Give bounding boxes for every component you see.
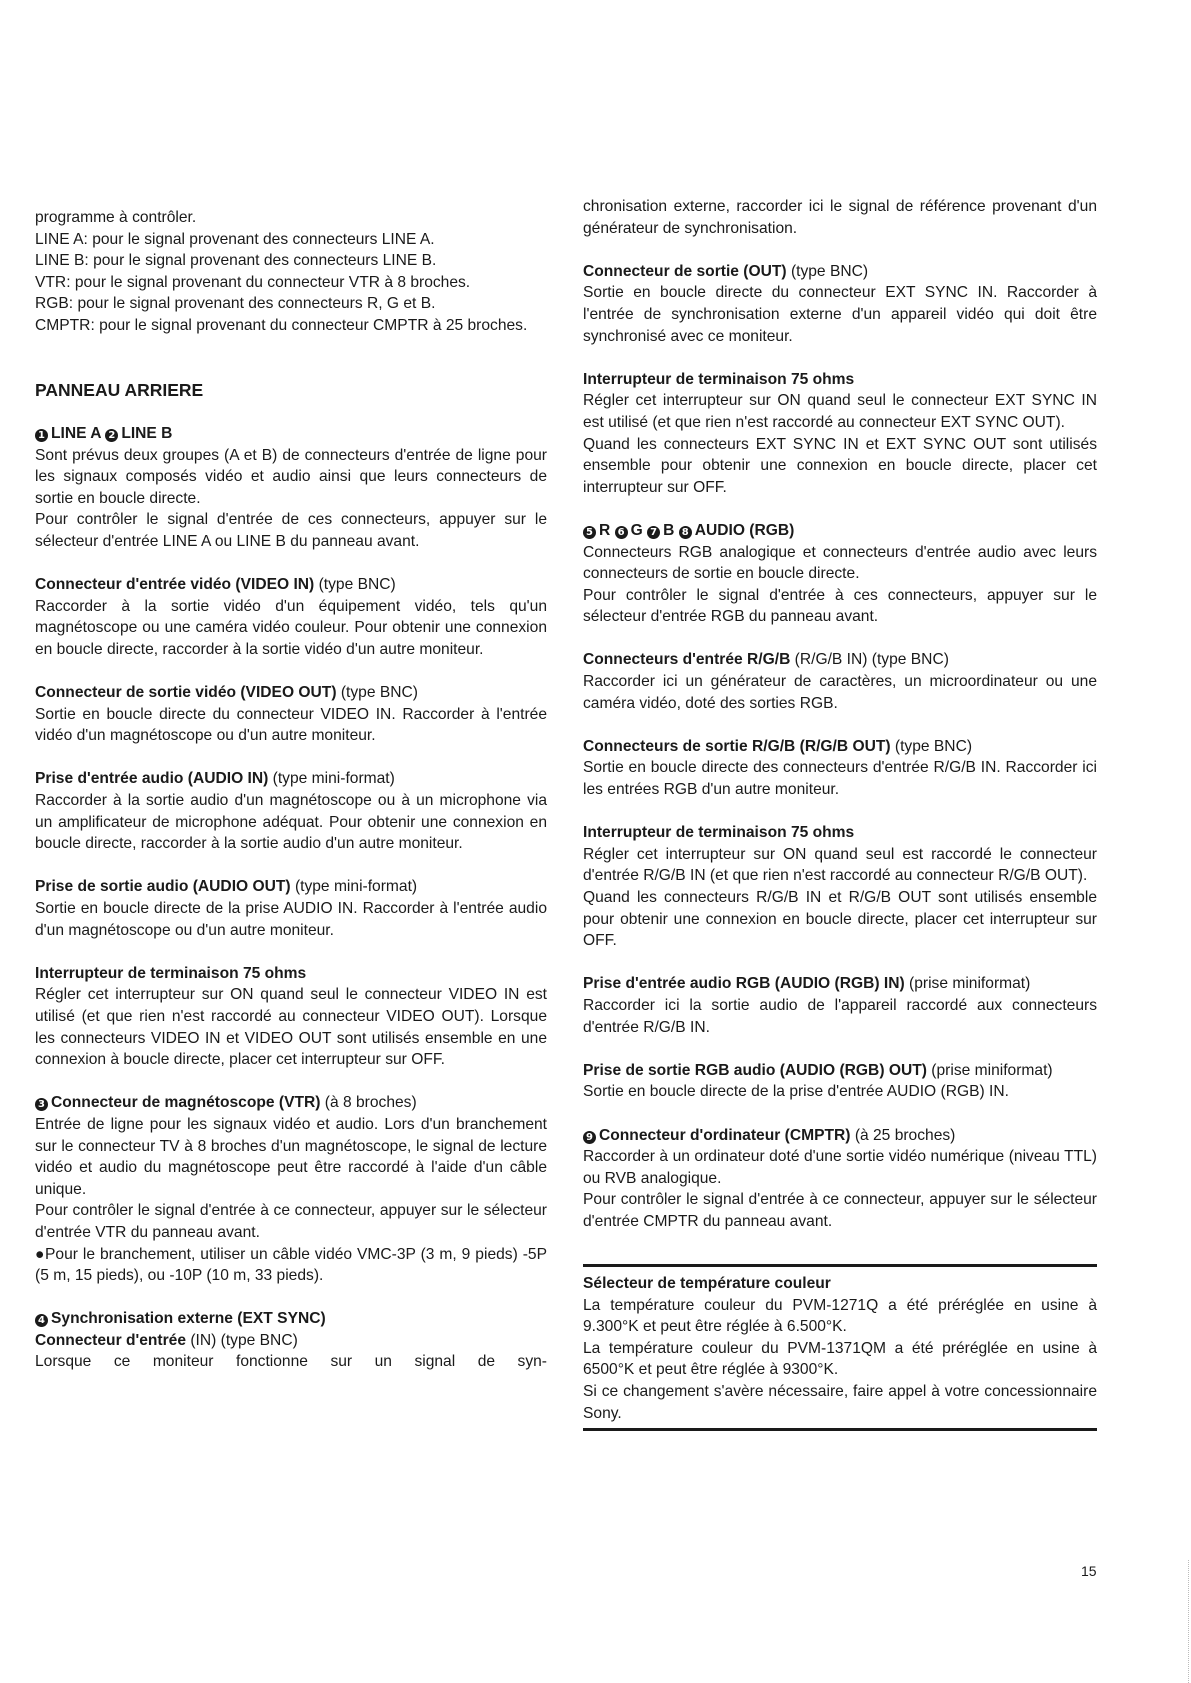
left-column [35, 207, 547, 1373]
audio-in-heading [35, 768, 547, 790]
number-9-icon: 9 [583, 1131, 596, 1144]
heading-suffix: (prise miniformat) [904, 975, 1031, 993]
paragraph: Pour contrôler le signal d'entrée à ce connecteur, appuyer sur le sélecteur d'entrée VTR du panneau avant. [35, 1202, 547, 1241]
paragraph: Si ce changement s'avère nécessaire, faire appel à votre concessionnaire Sony. [583, 1383, 1097, 1422]
list-item: CMPTR: pour le signal provenant du connecteur CMPTR à 25 broches. [35, 316, 528, 334]
right-column [583, 196, 1097, 1431]
list-item: RGB: pour le signal provenant des connecteurs R, G et B. [35, 295, 436, 313]
paragraph: Régler cet interrupteur sur ON quand seul le connecteur EXT SYNC IN est utilisé (et que rien n'est raccordé au connecteur EXT SYNC OUT). [583, 392, 1097, 431]
paragraph: Quand les connecteurs EXT SYNC IN et EXT SYNC OUT sont utilisés ensemble pour obtenir une connexion en boucle directe, placer cet interrupteur sur OFF. [583, 435, 1097, 496]
heading-suffix: (à 8 broches) [320, 1094, 417, 1112]
heading-bold: Connecteurs de sortie R/G/B (R/G/B OUT) [583, 737, 891, 755]
rgb-out-heading [583, 736, 1097, 758]
paragraph: Régler cet interrupteur sur ON quand seul est raccordé le connecteur d'entrée R/G/B IN (et que rien n'est raccordé au connecteur R/G/B OUT). [583, 845, 1097, 885]
paragraph: Connecteurs RGB analogique et connecteurs d'entrée audio avec leurs connecteurs de sortie en boucle directe. [583, 543, 1097, 583]
heading-bold: Connecteur d'entrée vidéo (VIDEO IN) [35, 576, 315, 594]
heading-suffix: (type BNC) [786, 262, 869, 280]
heading-bold: Connecteur de sortie (OUT) [583, 262, 787, 280]
paragraph: Lorsque ce moniteur fonctionne sur un signal de syn- [35, 1353, 547, 1371]
video-out-heading [35, 682, 547, 704]
paragraph: Raccorder à la sortie vidéo d'un équipement vidéo, tels qu'un magnétoscope ou une caméra vidéo couleur. Pour obtenir une connexion en boucle directe, raccorder à la sortie vidéo d'un autre moniteur. [35, 597, 547, 658]
heading-suffix: (type BNC) [890, 737, 973, 755]
heading-bold: G [630, 521, 643, 539]
paragraph: Pour contrôler le signal d'entrée de ces connecteurs, appuyer sur le sélecteur d'entrée LINE A ou LINE B du panneau avant. [35, 511, 547, 550]
heading-bold: Connecteur de sortie vidéo (VIDEO OUT) [35, 684, 337, 702]
paragraph: Raccorder à un ordinateur doté d'une sortie vidéo numérique (niveau TTL) ou RVB analogique. [583, 1148, 1097, 1187]
heading-bold: Connecteur de magnétoscope (VTR) [51, 1094, 321, 1112]
rgb-in-heading [583, 649, 1097, 671]
heading-bold: Prise d'entrée audio (AUDIO IN) [35, 770, 269, 788]
number-8-icon: 8 [679, 526, 692, 539]
number-1-icon: 1 [35, 429, 48, 442]
sync-heading [35, 1308, 547, 1330]
list-item: VTR: pour le signal provenant du connecteur VTR à 8 broches. [35, 273, 471, 291]
paragraph: Sont prévus deux groupes (A et B) de connecteurs d'entrée de ligne pour les signaux composés vidéo et audio ainsi que leurs connecteurs de sortie en boucle directe. [35, 446, 547, 507]
paragraph: Sortie en boucle directe du connecteur EXT SYNC IN. Raccorder à l'entrée de synchronisation externe d'un appareil vidéo qui doit être synchronisé avec ce moniteur. [583, 284, 1097, 345]
line-a-label: LINE A [51, 424, 101, 442]
heading-suffix: (prise miniformat) [926, 1061, 1053, 1079]
number-4-icon: 4 [35, 1314, 48, 1327]
paragraph: Raccorder ici la sortie audio de l'appareil raccordé aux connecteurs d'entrée R/G/B IN. [583, 996, 1097, 1036]
rgb-audio-out-heading [583, 1060, 1097, 1082]
paragraph: La température couleur du PVM-1371QM a été préréglée en usine à 6500°K et peut être réglée à 9300°K. [583, 1339, 1097, 1379]
color-temp-heading: Sélecteur de température couleur [583, 1275, 831, 1293]
video-in-heading [35, 574, 547, 596]
page-number: 15 [1081, 1563, 1097, 1579]
heading-bold: Connecteurs d'entrée R/G/B [583, 651, 791, 669]
paragraph: Raccorder à la sortie audio d'un magnétoscope ou à un microphone via un amplificateur de microphone adéquat. Pour obtenir une connexion en boucle directe, raccorder à la sortie audio d'un autre moniteur. [35, 792, 547, 853]
list-item: LINE A: pour le signal provenant des connecteurs LINE A. [35, 230, 435, 248]
list-item: LINE B: pour le signal provenant des connecteurs LINE B. [35, 252, 437, 270]
sync-in-heading [35, 1330, 547, 1352]
termination-heading: Interrupteur de terminaison 75 ohms [583, 370, 855, 388]
heading-suffix: (type mini-format) [290, 878, 418, 896]
paragraph: Sortie en boucle directe de la prise d'entrée AUDIO (RGB) IN. [583, 1083, 1009, 1101]
audio-out-heading [35, 876, 547, 898]
paragraph: Entrée de ligne pour les signaux vidéo et audio. Lors d'un branchement sur le connecteur TV à 8 broches d'un magnétoscope, le signal de lecture vidéo et audio du magnétoscope peut être raccordé à l'aide d'un câble unique. [35, 1115, 547, 1198]
number-3-icon: 3 [35, 1098, 48, 1111]
termination-heading: Interrupteur de terminaison 75 ohms [583, 824, 855, 842]
heading-bold: Prise d'entrée audio RGB (AUDIO (RGB) IN) [583, 975, 905, 993]
rgb-audio-in-heading [583, 973, 1097, 995]
paragraph: Quand les connecteurs R/G/B IN et R/G/B OUT sont utilisés ensemble pour obtenir une connexion en boucle directe, placer cet interrupteur sur OFF. [583, 889, 1097, 950]
page-edge [1188, 1560, 1190, 1683]
paragraph: Raccorder ici un générateur de caractères, un microordinateur ou une caméra vidéo, doté des sorties RGB. [583, 673, 1097, 712]
paragraph: chronisation externe, raccorder ici le signal de référence provenant d'un générateur de synchronisation. [583, 198, 1097, 237]
number-6-icon: 6 [615, 526, 628, 539]
heading-suffix: (type BNC) [336, 684, 418, 702]
heading-bold: R [599, 521, 611, 539]
section-title: PANNEAU ARRIERE [35, 379, 204, 400]
cmptr-heading [583, 1125, 1097, 1147]
number-7-icon: 7 [647, 526, 660, 539]
rgb-heading [583, 520, 1097, 542]
vtr-heading [35, 1092, 547, 1114]
intro-line: programme à contrôler. [35, 209, 197, 226]
heading-suffix: (IN) (type BNC) [186, 1331, 298, 1349]
sync-out-heading [583, 261, 1097, 283]
heading-bold: AUDIO (RGB) [694, 521, 795, 539]
line-b-label: LINE B [121, 424, 173, 442]
heading-bold: Connecteur d'entrée [35, 1331, 187, 1349]
divider-bottom [583, 1428, 1097, 1431]
paragraph: Sortie en boucle directe du connecteur VIDEO IN. Raccorder à l'entrée vidéo d'un magnétoscope ou d'un autre moniteur. [35, 705, 547, 745]
termination-heading: Interrupteur de terminaison 75 ohms [35, 964, 307, 982]
heading-suffix: (type BNC) [314, 576, 396, 594]
paragraph: Sortie en boucle directe des connecteurs d'entrée R/G/B IN. Raccorder ici les entrées RGB d'un autre moniteur. [583, 759, 1097, 799]
heading-suffix: (R/G/B IN) (type BNC) [790, 651, 949, 669]
heading-bold: B [663, 521, 675, 539]
heading-bold: Prise de sortie RGB audio (AUDIO (RGB) OUT) [583, 1061, 927, 1079]
heading-bold: Connecteur d'ordinateur (CMPTR) [599, 1126, 851, 1144]
number-2-icon: 2 [105, 429, 118, 442]
number-5-icon: 5 [583, 526, 596, 539]
heading-suffix: (type mini-format) [268, 770, 395, 788]
paragraph: La température couleur du PVM-1271Q a été préréglée en usine à 9.300°K et peut être réglée à 6.500°K. [583, 1296, 1097, 1336]
heading-bold: Synchronisation externe (EXT SYNC) [51, 1310, 326, 1328]
line-heading [35, 423, 547, 445]
paragraph: Régler cet interrupteur sur ON quand seul le connecteur VIDEO IN est utilisé (et que rien n'est raccordé au connecteur VIDEO OUT). Lorsque les connecteurs VIDEO IN et VIDEO OUT sont utilisés ensemble en une connexion à boucle directe, placer cet interrupteur sur OFF. [35, 986, 547, 1069]
paragraph: Pour contrôler le signal d'entrée à ce connecteur, appuyer sur le sélecteur d'entrée CMPTR du panneau avant. [583, 1191, 1097, 1230]
bullet-paragraph: ●Pour le branchement, utiliser un câble vidéo VMC-3P (3 m, 9 pieds) -5P (5 m, 15 pieds), ou -10P (10 m, 33 pieds). [35, 1245, 547, 1285]
heading-suffix: (à 25 broches) [850, 1126, 956, 1144]
paragraph: Pour contrôler le signal d'entrée à ces connecteurs, appuyer sur le sélecteur d'entrée RGB du panneau avant. [583, 586, 1097, 626]
heading-bold: Prise de sortie audio (AUDIO OUT) [35, 878, 291, 896]
paragraph: Sortie en boucle directe de la prise AUDIO IN. Raccorder à l'entrée audio d'un magnétoscope ou d'un autre moniteur. [35, 900, 547, 939]
